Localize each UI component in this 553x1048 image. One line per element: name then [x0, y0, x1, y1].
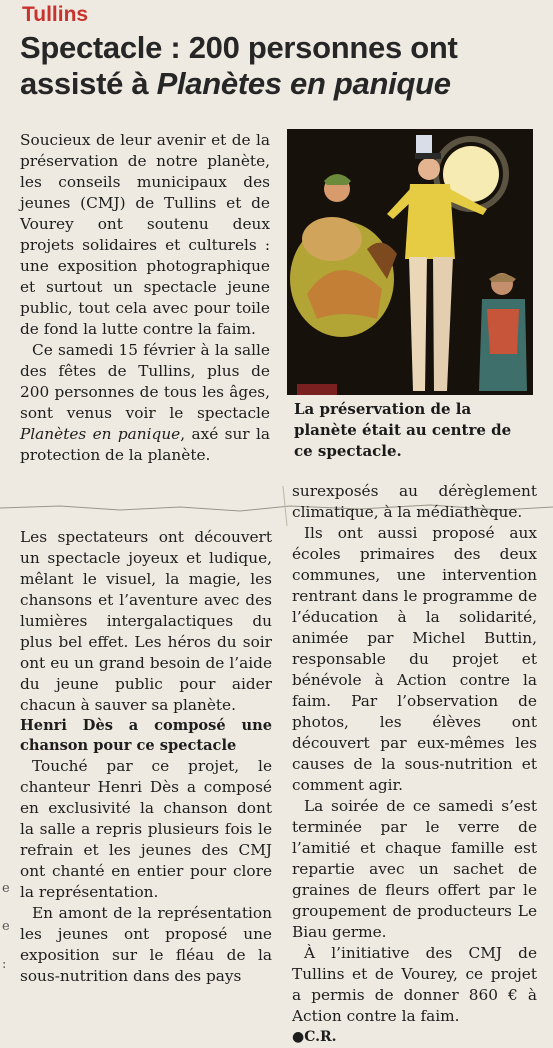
headline-show-title: Planètes en panique: [156, 66, 451, 101]
subheading: Henri Dès a composé une chanson pour ce spectacle: [20, 717, 272, 754]
paragraph-song: Touché par ce projet, le chanteur Henri Dès a composé en exclusivité la chanson dont la salle a repris plusieurs fois le refrain et les jeunes des CMJ ont chanté en entier pour clore la représentation.: [20, 757, 272, 901]
headline-line-1: Spectacle : 200 personnes ont: [20, 30, 458, 65]
adjacent-column-fragments: [2, 870, 16, 984]
paragraph-show: Les spectateurs ont découvert un spectacle joyeux et ludique, mêlant le visuel, la magie, les chansons et l’aventure avec des lumières intergalactiques du plus bel effet. Les héros du soir ont eu un grand besoin de l’aide du jeune public pour aider chacun à sauver sa planète.: [20, 528, 272, 714]
section-kicker: Tullins: [22, 3, 89, 26]
headline-line-2: [20, 66, 545, 102]
stage-performance-image: [287, 129, 533, 395]
photo-caption: La préservation de la planète était au centre de ce spectacle.: [294, 400, 512, 460]
headline-part2: assisté à: [20, 66, 157, 101]
paragraph-event: [20, 340, 270, 466]
paragraph-evening: La soirée de ce samedi s’est terminée par le verre de l’amitié et chaque famille est repartie avec un sachet de graines de fleurs offert par le groupement de producteurs Le Biau germe.: [292, 797, 537, 941]
paragraph-event-b: , axé sur la protection de la planète.: [20, 425, 270, 464]
show-title-inline: Planètes en panique: [20, 425, 181, 443]
article-headline: [20, 30, 545, 102]
paragraph-schools: Ils ont aussi proposé aux écoles primaires des deux communes, une intervention rentrant dans le programme de l’éducation à la solidarité, animée par Michel Buttin, responsable du projet et bénévole à Action contre la faim. Par l’observation de photos, les élèves ont découvert par eux-mêmes les causes de la sous-nutrition et comment agir.: [292, 524, 537, 794]
edge-mark: e: [2, 881, 10, 896]
edge-mark: e: [2, 919, 10, 934]
article-photo: [287, 129, 533, 395]
paragraph-event-a: Ce samedi 15 février à la salle des fêtes de Tullins, plus de 200 personnes de tous les âges, sont venus voir le spectacle: [20, 341, 270, 422]
paragraph-exhibition: En amont de la représentation les jeunes ont proposé une exposition sur le fléau de la sous-nutrition dans des pays: [20, 904, 272, 985]
right-column-bottom: [292, 481, 537, 1048]
left-column-bottom: [20, 527, 272, 987]
left-column-top: [20, 130, 270, 466]
paragraph-donation: À l’initiative des CMJ de Tullins et de Vourey, ce projet a permis de donner 860 € à Action contre la faim.: [292, 944, 537, 1025]
author-signature: ●C.R.: [292, 1029, 337, 1045]
paragraph-intro: Soucieux de leur avenir et de la préservation de notre planète, les conseils municipaux des jeunes (CMJ) de Tullins et de Vourey ont soutenu deux projets solidaires et culturels : une exposition photographique et surtout un spectacle jeune public, tout cela avec pour toile de fond la lutte contre la faim.: [20, 131, 270, 338]
paragraph-continuation: surexposés au dérèglement climatique, à la médiathèque.: [292, 482, 537, 521]
edge-mark: :: [2, 957, 7, 972]
